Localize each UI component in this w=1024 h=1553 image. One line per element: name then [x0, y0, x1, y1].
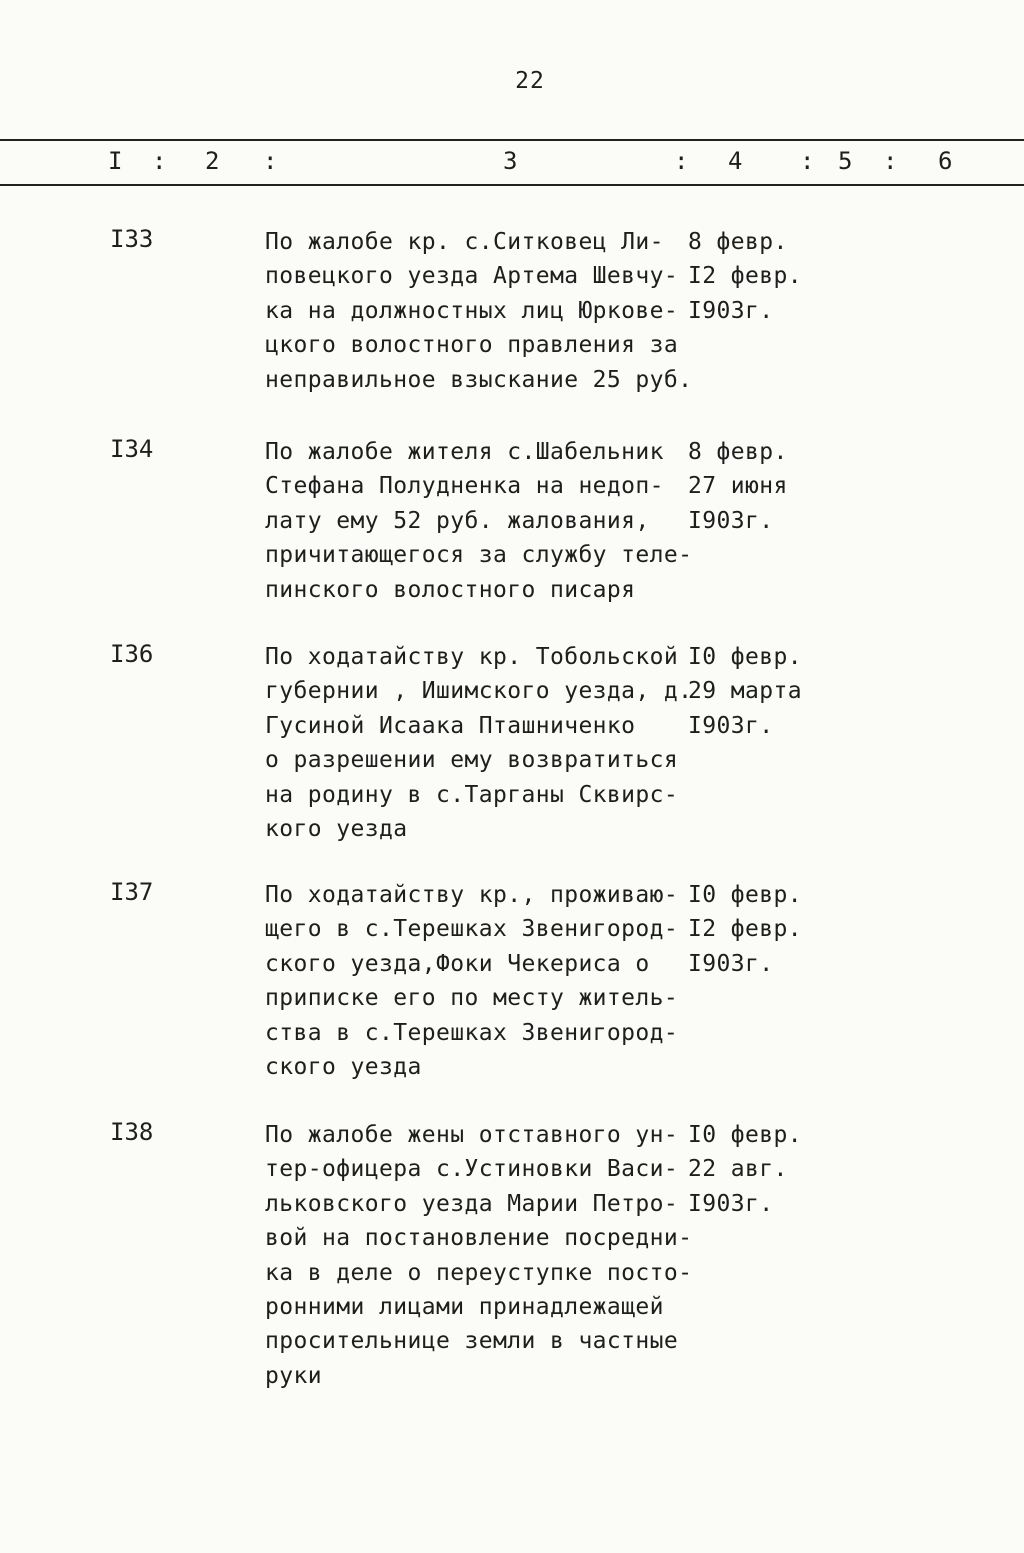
year: I903г.: [688, 712, 774, 739]
column-header-6: 6: [938, 147, 953, 175]
description-line: пинского волостного писаря: [265, 576, 636, 603]
description-line: По жалобе кр. с.Ситковец Ли-: [265, 229, 664, 255]
year: I903г.: [688, 1190, 774, 1217]
column-separator: :: [883, 147, 898, 175]
end-date: 29 марта: [688, 678, 802, 705]
description-line: цкого волостного правления за: [265, 332, 679, 359]
description-line: тер-офицера с.Устиновки Васи-: [265, 1156, 679, 1183]
header-bottom-rule: [0, 184, 1024, 186]
description-line: По ходатайству кр. Тобольской: [265, 644, 679, 670]
description-line: лату ему 52 руб. жалования,: [265, 507, 650, 534]
entry-dates: [688, 1118, 828, 1221]
description-line: По жалобе жителя с.Шабельник: [265, 439, 664, 465]
description-line: причитающегося за службу теле-: [265, 542, 693, 569]
entry-dates: [688, 640, 828, 743]
year: I903г.: [688, 507, 774, 534]
column-separator: :: [152, 147, 167, 175]
column-separator: :: [800, 147, 815, 175]
description-line: вой на постановление посредни-: [265, 1225, 693, 1252]
page-number: 22: [515, 68, 545, 94]
column-separator: :: [263, 147, 278, 175]
description-line: о разрешении ему возвратиться: [265, 747, 679, 774]
column-header-5: 5: [838, 147, 853, 175]
description-line: руки: [265, 1362, 322, 1389]
start-date: I0 февр.: [688, 882, 802, 908]
year: I903г.: [688, 950, 774, 977]
description-line: По ходатайству кр., проживаю-: [265, 882, 679, 908]
column-header-1: I: [108, 147, 123, 175]
description-line: кого уезда: [265, 816, 408, 843]
start-date: 8 февр.: [688, 229, 788, 255]
header-top-rule: [0, 139, 1024, 141]
start-date: 8 февр.: [688, 439, 788, 465]
description-line: ского уезда: [265, 1054, 422, 1081]
entry-description: [265, 435, 695, 607]
column-separator: :: [674, 147, 689, 175]
description-line: льковского уезда Марии Петро-: [265, 1190, 679, 1217]
entry-number: I37: [110, 878, 154, 906]
description-line: По жалобе жены отставного ун-: [265, 1122, 679, 1148]
entry-description: [265, 1118, 695, 1393]
year: I903г.: [688, 297, 774, 324]
entry-number: I36: [110, 640, 154, 668]
start-date: I0 февр.: [688, 644, 802, 670]
description-line: ка в деле о переуступке посто-: [265, 1259, 693, 1286]
entry-number: I34: [110, 435, 154, 463]
description-line: на родину в с.Тарганы Сквирс-: [265, 781, 679, 808]
end-date: I2 февр.: [688, 263, 802, 290]
description-line: повецкого уезда Артема Шевчу-: [265, 263, 679, 290]
description-line: Гусиной Исаака Пташниченко: [265, 712, 636, 739]
description-line: ства в с.Терешках Звенигород-: [265, 1019, 679, 1046]
description-line: Стефана Полудненка на недоп-: [265, 473, 664, 500]
entry-number: I38: [110, 1118, 154, 1146]
start-date: I0 февр.: [688, 1122, 802, 1148]
column-header-2: 2: [205, 147, 220, 175]
end-date: I2 февр.: [688, 916, 802, 943]
entry-description: [265, 878, 695, 1084]
description-line: неправильное взыскание 25 руб.: [265, 366, 693, 393]
column-header-3: 3: [503, 147, 518, 175]
entry-description: [265, 640, 695, 846]
entry-dates: [688, 435, 828, 538]
entry-description: [265, 225, 695, 397]
entry-number: I33: [110, 225, 154, 253]
description-line: приписке его по месту житель-: [265, 985, 679, 1012]
end-date: 22 авг.: [688, 1156, 788, 1183]
description-line: ского уезда,Фоки Чекериса о: [265, 950, 650, 977]
column-header-4: 4: [728, 147, 743, 175]
description-line: ка на должностных лиц Юркове-: [265, 297, 679, 324]
end-date: 27 июня: [688, 473, 788, 500]
description-line: просительнице земли в частные: [265, 1328, 679, 1355]
entry-dates: [688, 225, 828, 328]
entry-dates: [688, 878, 828, 981]
description-line: губернии , Ишимского уезда, д.: [265, 678, 693, 705]
description-line: щего в с.Терешках Звенигород-: [265, 916, 679, 943]
description-line: ронними лицами принадлежащей: [265, 1294, 664, 1321]
